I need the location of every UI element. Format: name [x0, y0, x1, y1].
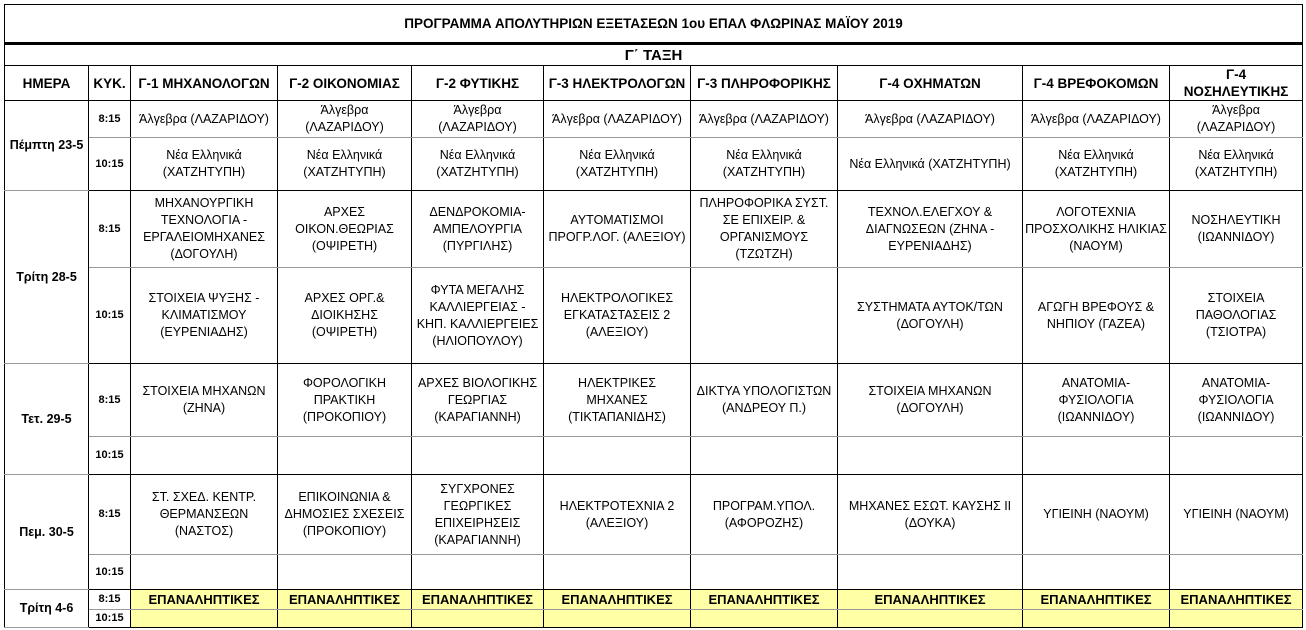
exam-cell	[1170, 610, 1303, 628]
exam-cell: ΑΡΧΕΣ ΟΡΓ.& ΔΙΟΙΚΗΣΗΣ (ΟΨΙΡΕΤΗ)	[278, 268, 412, 364]
exam-cell	[1023, 610, 1170, 628]
exam-cell: ΥΓΙΕΙΝΗ (ΝΑΟΥΜ)	[1170, 475, 1303, 555]
exam-cell: Νέα Ελληνικά (ΧΑΤΖΗΤΥΠΗ)	[1170, 138, 1303, 191]
time-slot: 8:15	[89, 191, 131, 268]
schedule-row	[5, 437, 1303, 475]
exam-cell: ΥΓΙΕΙΝΗ (ΝΑΟΥΜ)	[1023, 475, 1170, 555]
exam-cell: ΗΛΕΚΤΡΙΚΕΣ ΜΗΧΑΝΕΣ (ΤΙΚΤΑΠΑΝΙΔΗΣ)	[544, 364, 691, 437]
schedule-row	[5, 610, 1303, 628]
exam-cell	[838, 610, 1023, 628]
exam-cell: Άλγεβρα (ΛΑΖΑΡΙΔΟΥ)	[412, 101, 544, 138]
exam-cell: ΦΥΤΑ ΜΕΓΑΛΗΣ ΚΑΛΛΙΕΡΓΕΙΑΣ - ΚΗΠ. ΚΑΛΛΙΕΡΓΕΙΕΣ (ΗΛΙΟΠΟΥΛΟΥ)	[412, 268, 544, 364]
exam-cell	[691, 555, 838, 590]
exam-cell	[838, 555, 1023, 590]
exam-cell: Άλγεβρα (ΛΑΖΑΡΙΔΟΥ)	[131, 101, 278, 138]
exam-cell: ΕΠΙΚΟΙΝΩΝΙΑ & ΔΗΜΟΣΙΕΣ ΣΧΕΣΕΙΣ (ΠΡΟΚΟΠΙΟΥ)	[278, 475, 412, 555]
exam-cell: ΕΠΑΝΑΛΗΠΤΙΚΕΣ	[278, 590, 412, 610]
exam-cell: ΛΟΓΟΤΕΧΝΙΑ ΠΡΟΣΧΟΛΙΚΗΣ ΗΛΙΚΙΑΣ (ΝΑΟΥΜ)	[1023, 191, 1170, 268]
exam-cell: Άλγεβρα (ΛΑΖΑΡΙΔΟΥ)	[1170, 101, 1303, 138]
header-row	[5, 66, 1303, 101]
schedule-row	[5, 138, 1303, 191]
header-class: Γ-3 ΗΛΕΚΤΡΟΛΟΓΩΝ	[544, 66, 691, 101]
day-label: Τετ. 29-5	[5, 364, 89, 475]
exam-cell	[412, 437, 544, 475]
time-slot: 10:15	[89, 437, 131, 475]
header-class: Γ-1 ΜΗΧΑΝΟΛΟΓΩΝ	[131, 66, 278, 101]
header-class: Γ-4 ΒΡΕΦΟΚΟΜΩΝ	[1023, 66, 1170, 101]
exam-cell: Νέα Ελληνικά (ΧΑΤΖΗΤΥΠΗ)	[278, 138, 412, 191]
exam-cell: Άλγεβρα (ΛΑΖΑΡΙΔΟΥ)	[544, 101, 691, 138]
header-day: ΗΜΕΡΑ	[5, 66, 89, 101]
exam-cell	[838, 437, 1023, 475]
exam-cell: ΗΛΕΚΤΡΟΛΟΓΙΚΕΣ ΕΓΚΑΤΑΣΤΑΣΕΙΣ 2 (ΑΛΕΞΙΟΥ)	[544, 268, 691, 364]
exam-cell: ΕΠΑΝΑΛΗΠΤΙΚΕΣ	[1170, 590, 1303, 610]
exam-cell	[131, 437, 278, 475]
day-label: Πέμπτη 23-5	[5, 101, 89, 191]
day-label: Τρίτη 28-5	[5, 191, 89, 364]
day-label: Τρίτη 4-6	[5, 590, 89, 628]
day-label: Πεμ. 30-5	[5, 475, 89, 590]
exam-cell: ΑΡΧΕΣ ΟΙΚΟΝ.ΘΕΩΡΙΑΣ (ΟΨΙΡΕΤΗ)	[278, 191, 412, 268]
schedule-row	[5, 268, 1303, 364]
time-slot: 10:15	[89, 138, 131, 191]
exam-cell	[412, 555, 544, 590]
time-slot: 8:15	[89, 101, 131, 138]
schedule-row	[5, 590, 1303, 610]
exam-cell: Άλγεβρα (ΛΑΖΑΡΙΔΟΥ)	[838, 101, 1023, 138]
exam-cell: Νέα Ελληνικά (ΧΑΤΖΗΤΥΠΗ)	[131, 138, 278, 191]
exam-cell	[691, 610, 838, 628]
header-class: Γ-4 ΟΧΗΜΑΤΩΝ	[838, 66, 1023, 101]
exam-cell: ΕΠΑΝΑΛΗΠΤΙΚΕΣ	[691, 590, 838, 610]
time-slot: 10:15	[89, 555, 131, 590]
exam-cell: Άλγεβρα (ΛΑΖΑΡΙΔΟΥ)	[691, 101, 838, 138]
schedule-title: ΠΡΟΓΡΑΜΜΑ ΑΠΟΛΥΤΗΡΙΩΝ ΕΞΕΤΑΣΕΩΝ 1ου ΕΠΑΛ ΦΛΩΡΙΝΑΣ ΜΑΪΟΥ 2019	[5, 5, 1303, 44]
exam-cell: ΔΙΚΤΥΑ ΥΠΟΛΟΓΙΣΤΩΝ (ΑΝΔΡΕΟΥ Π.)	[691, 364, 838, 437]
exam-cell	[691, 268, 838, 364]
exam-cell	[131, 555, 278, 590]
exam-cell	[278, 437, 412, 475]
exam-cell: ΣΤΟΙΧΕΙΑ ΜΗΧΑΝΩΝ (ΖΗΝΑ)	[131, 364, 278, 437]
exam-cell: ΕΠΑΝΑΛΗΠΤΙΚΕΣ	[544, 590, 691, 610]
exam-cell: ΣΤΟΙΧΕΙΑ ΠΑΘΟΛΟΓΙΑΣ (ΤΣΙΟΤΡΑ)	[1170, 268, 1303, 364]
exam-cell	[1023, 555, 1170, 590]
schedule-row	[5, 475, 1303, 555]
exam-cell: ΑΓΩΓΗ ΒΡΕΦΟΥΣ & ΝΗΠΙΟΥ (ΓΑΖΕΑ)	[1023, 268, 1170, 364]
header-class: Γ-2 ΦΥΤΙΚΗΣ	[412, 66, 544, 101]
exam-cell	[278, 610, 412, 628]
exam-cell: ΕΠΑΝΑΛΗΠΤΙΚΕΣ	[131, 590, 278, 610]
exam-cell: ΑΥΤΟΜΑΤΙΣΜΟΙ ΠΡΟΓΡ.ΛΟΓ. (ΑΛΕΞΙΟΥ)	[544, 191, 691, 268]
time-slot: 10:15	[89, 610, 131, 628]
exam-cell: ΣΥΓΧΡΟΝΕΣ ΓΕΩΡΓΙΚΕΣ ΕΠΙΧΕΙΡΗΣΕΙΣ (ΚΑΡΑΓΙΑΝΝΗ)	[412, 475, 544, 555]
exam-cell	[1023, 437, 1170, 475]
header-cycle: ΚΥΚ.	[89, 66, 131, 101]
header-class: Γ-2 ΟΙΚΟΝΟΜΙΑΣ	[278, 66, 412, 101]
exam-cell: ΣΥΣΤΗΜΑΤΑ ΑΥΤΟΚ/ΤΩΝ (ΔΟΓΟΥΛΗ)	[838, 268, 1023, 364]
exam-cell	[1170, 555, 1303, 590]
time-slot: 8:15	[89, 364, 131, 437]
exam-cell: ΕΠΑΝΑΛΗΠΤΙΚΕΣ	[1023, 590, 1170, 610]
exam-cell	[131, 610, 278, 628]
grade-heading: Γ΄ ΤΑΞΗ	[5, 44, 1303, 66]
time-slot: 8:15	[89, 590, 131, 610]
exam-cell: ΣΤΟΙΧΕΙΑ ΜΗΧΑΝΩΝ (ΔΟΓΟΥΛΗ)	[838, 364, 1023, 437]
exam-cell: ΔΕΝΔΡΟΚΟΜΙΑ-ΑΜΠΕΛΟΥΡΓΙΑ (ΠΥΡΓΙΛΗΣ)	[412, 191, 544, 268]
exam-cell	[412, 610, 544, 628]
exam-cell: ΑΝΑΤΟΜΙΑ-ΦΥΣΙΟΛΟΓΙΑ (ΙΩΑΝΝΙΔΟΥ)	[1023, 364, 1170, 437]
exam-schedule-table	[4, 4, 1303, 628]
exam-cell: Νέα Ελληνικά (ΧΑΤΖΗΤΥΠΗ)	[412, 138, 544, 191]
exam-cell: ΑΡΧΕΣ ΒΙΟΛΟΓΙΚΗΣ ΓΕΩΡΓΙΑΣ (ΚΑΡΑΓΙΑΝΝΗ)	[412, 364, 544, 437]
schedule-row	[5, 555, 1303, 590]
schedule-row	[5, 101, 1303, 138]
exam-cell: ΣΤ. ΣΧΕΔ. ΚΕΝΤΡ. ΘΕΡΜΑΝΣΕΩΝ (ΝΑΣΤΟΣ)	[131, 475, 278, 555]
exam-cell: ΦΟΡΟΛΟΓΙΚΗ ΠΡΑΚΤΙΚΗ (ΠΡΟΚΟΠΙΟΥ)	[278, 364, 412, 437]
schedule-row	[5, 364, 1303, 437]
exam-cell: ΝΟΣΗΛΕΥΤΙΚΗ (ΙΩΑΝΝΙΔΟΥ)	[1170, 191, 1303, 268]
header-class: Γ-4 ΝΟΣΗΛΕΥΤΙΚΗΣ	[1170, 66, 1303, 101]
exam-cell: ΑΝΑΤΟΜΙΑ-ΦΥΣΙΟΛΟΓΙΑ (ΙΩΑΝΝΙΔΟΥ)	[1170, 364, 1303, 437]
exam-cell: ΣΤΟΙΧΕΙΑ ΨΥΞΗΣ - ΚΛΙΜΑΤΙΣΜΟΥ (ΕΥΡΕΝΙΑΔΗΣ)	[131, 268, 278, 364]
header-class: Γ-3 ΠΛΗΡΟΦΟΡΙΚΗΣ	[691, 66, 838, 101]
exam-cell: ΗΛΕΚΤΡΟΤΕΧΝΙΑ 2 (ΑΛΕΞΙΟΥ)	[544, 475, 691, 555]
exam-cell: Νέα Ελληνικά (ΧΑΤΖΗΤΥΠΗ)	[544, 138, 691, 191]
exam-cell: ΜΗΧΑΝΟΥΡΓΙΚΗ ΤΕΧΝΟΛΟΓΙΑ - ΕΡΓΑΛΕΙΟΜΗΧΑΝΕΣ (ΔΟΓΟΥΛΗ)	[131, 191, 278, 268]
exam-cell	[544, 610, 691, 628]
exam-cell: Νέα Ελληνικά (ΧΑΤΖΗΤΥΠΗ)	[1023, 138, 1170, 191]
schedule-row	[5, 191, 1303, 268]
exam-cell: ΠΡΟΓΡΑΜ.ΥΠΟΛ. (ΑΦΟΡΟΖΗΣ)	[691, 475, 838, 555]
exam-cell	[278, 555, 412, 590]
exam-cell: ΕΠΑΝΑΛΗΠΤΙΚΕΣ	[838, 590, 1023, 610]
exam-cell	[544, 555, 691, 590]
exam-cell: ΤΕΧΝΟΛ.ΕΛΕΓΧΟΥ & ΔΙΑΓΝΩΣΕΩΝ (ΖΗΝΑ - ΕΥΡΕΝΙΑΔΗΣ)	[838, 191, 1023, 268]
exam-cell	[544, 437, 691, 475]
exam-cell: Νέα Ελληνικά (ΧΑΤΖΗΤΥΠΗ)	[691, 138, 838, 191]
exam-cell: Νέα Ελληνικά (ΧΑΤΖΗΤΥΠΗ)	[838, 138, 1023, 191]
exam-cell	[1170, 437, 1303, 475]
exam-cell: ΠΛΗΡΟΦΟΡΙΚΑ ΣΥΣΤ. ΣΕ ΕΠΙΧΕΙΡ. & ΟΡΓΑΝΙΣΜΟΥΣ (ΤΖΩΤΖΗ)	[691, 191, 838, 268]
exam-cell: ΕΠΑΝΑΛΗΠΤΙΚΕΣ	[412, 590, 544, 610]
exam-cell: ΜΗΧΑΝΕΣ ΕΣΩΤ. ΚΑΥΣΗΣ ΙΙ (ΔΟΥΚΑ)	[838, 475, 1023, 555]
exam-cell: Άλγεβρα (ΛΑΖΑΡΙΔΟΥ)	[278, 101, 412, 138]
exam-cell: Άλγεβρα (ΛΑΖΑΡΙΔΟΥ)	[1023, 101, 1170, 138]
time-slot: 8:15	[89, 475, 131, 555]
exam-cell	[691, 437, 838, 475]
time-slot: 10:15	[89, 268, 131, 364]
